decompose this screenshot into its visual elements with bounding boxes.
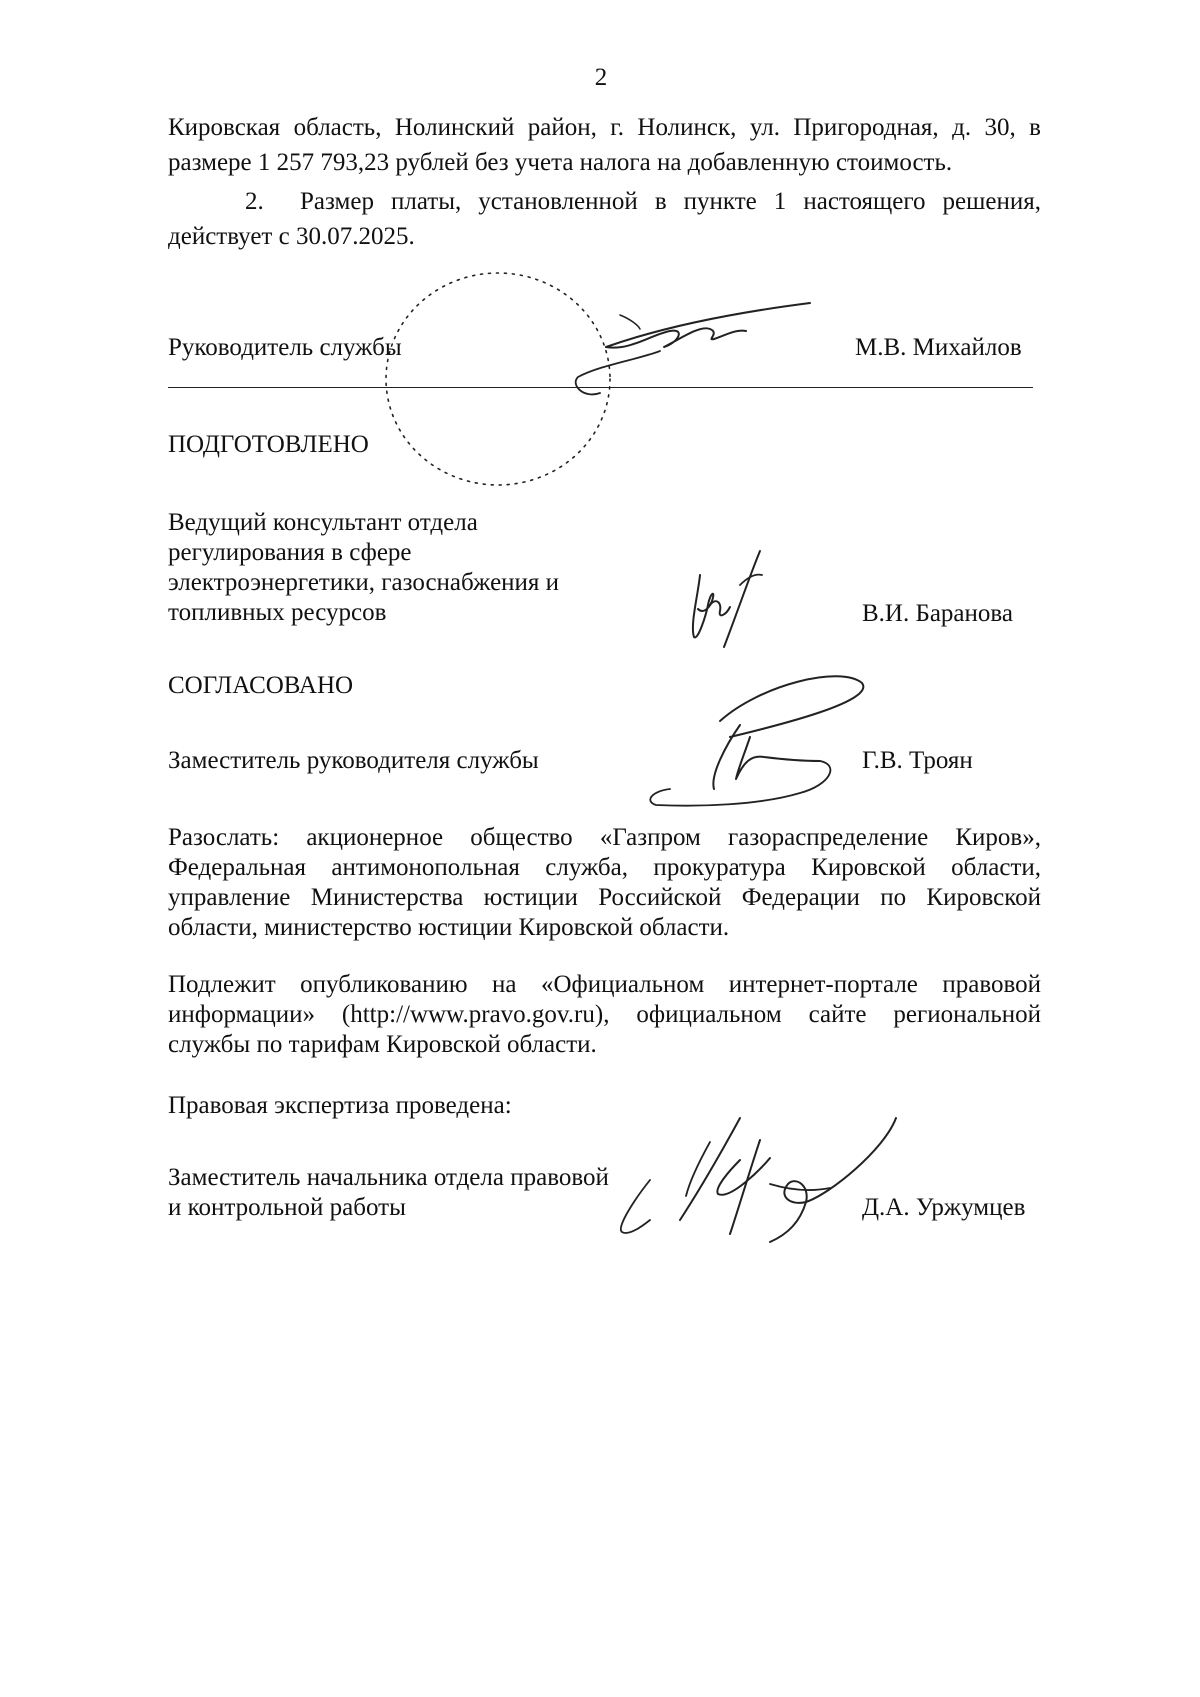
paragraph-2-line-1: Размер платы, установленной в пункте 1 настоящего решения, <box>300 188 1041 215</box>
prepared-heading: ПОДГОТОВЛЕНО <box>168 431 369 458</box>
publication-line-3: службы по тарифам Кировской области. <box>168 1031 597 1058</box>
head-signature-icon <box>560 295 820 415</box>
distribution-line-2: Федеральная антимонопольная служба, прокуратура Кировской области, <box>168 854 1041 881</box>
prepared-position-line-1: Ведущий консультант отдела <box>168 509 478 536</box>
paragraph-2-number: 2. <box>245 188 264 215</box>
prepared-name: В.И. Баранова <box>862 600 1013 627</box>
agreed-heading: СОГЛАСОВАНО <box>168 672 354 699</box>
agreed-signature-icon <box>640 665 870 815</box>
legal-review-name: Д.А. Уржумцев <box>862 1194 1026 1221</box>
prepared-position-line-2: регулирования в сфере <box>168 539 412 566</box>
prepared-signature-icon <box>680 545 780 655</box>
separator-line <box>168 387 1033 388</box>
page-number: 2 <box>594 64 608 91</box>
head-position: Руководитель службы <box>168 334 402 361</box>
paragraph-2-line-2: действует с 30.07.2025. <box>168 223 415 250</box>
distribution-line-4: области, министерство юстиции Кировской области. <box>168 914 730 941</box>
agreed-name: Г.В. Троян <box>862 747 973 774</box>
paragraph-1-line-1: Кировская область, Нолинский район, г. Нолинск, ул. Пригородная, д. 30, в <box>168 114 1041 141</box>
prepared-position-line-3: электроэнергетики, газоснабжения и <box>168 569 560 596</box>
publication-line-1: Подлежит опубликованию на «Официальном интернет-портале правовой <box>168 971 1041 998</box>
publication-line-2: информации» (http://www.pravo.gov.ru), официальном сайте региональной <box>168 1001 1041 1028</box>
paragraph-1-line-2: размере 1 257 793,23 рублей без учета налога на добавленную стоимость. <box>168 149 953 176</box>
distribution-line-3: управление Министерства юстиции Российской Федерации по Кировской <box>168 884 1041 911</box>
prepared-position-line-4: топливных ресурсов <box>168 599 387 626</box>
legal-review-position-line-2: и контрольной работы <box>168 1194 406 1221</box>
agreed-position: Заместитель руководителя службы <box>168 747 539 774</box>
distribution-line-1: Разослать: акционерное общество «Газпром газораспределение Киров», <box>168 824 1041 851</box>
legal-review-signature-icon <box>610 1110 910 1250</box>
head-name: М.В. Михайлов <box>855 334 1022 361</box>
legal-review-position-line-1: Заместитель начальника отдела правовой <box>168 1164 609 1191</box>
legal-review-heading: Правовая экспертиза проведена: <box>168 1092 512 1119</box>
